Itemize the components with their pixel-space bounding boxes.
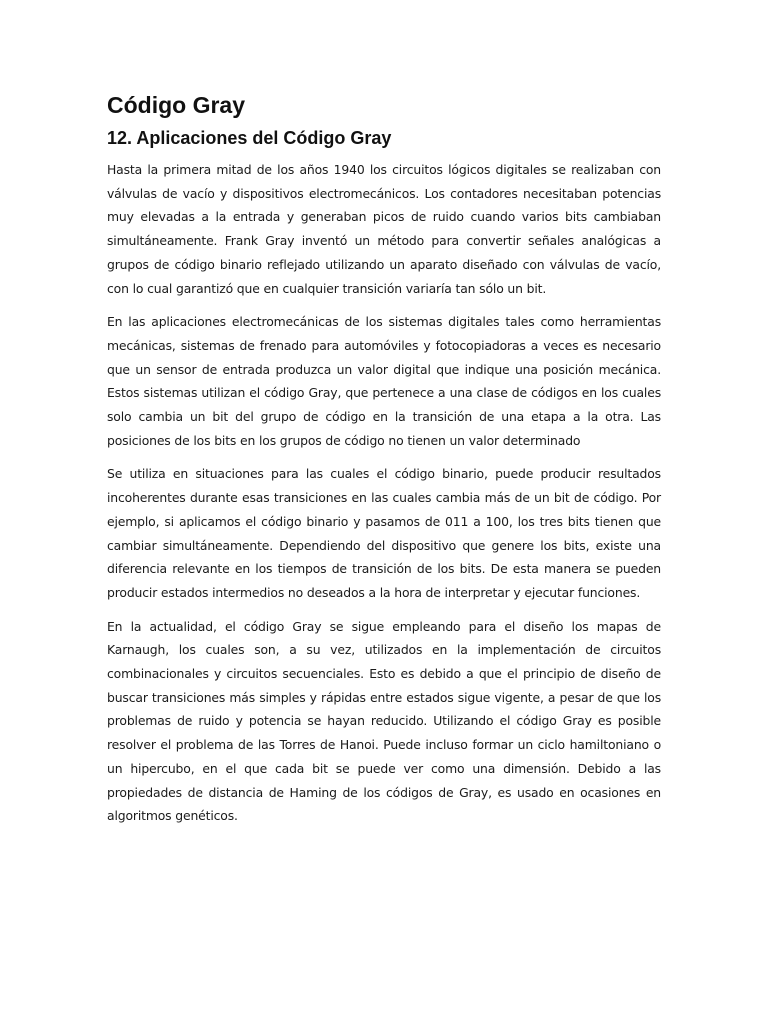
paragraph-transitions: Se utiliza en situaciones para las cuales el código binario, puede producir resultados incoherentes durante esas transiciones en las cuales cambia más de un bit de código. Por ejemplo, si aplicamos el código binario y pasamos de 011 a 100, los tres bits tienen que cambiar simultáneamente. Dependiendo del dispositivo que genere los bits, existe una diferencia relevante en los tiempos de transición de los bits. De esta manera se pueden producir estados intermedios no deseados a la hora de interpretar y ejecutar funciones. [107, 466, 661, 600]
document-title: Código Gray [107, 92, 246, 118]
section-heading: 12. Aplicaciones del Código Gray [107, 128, 392, 148]
paragraph-current-use: En la actualidad, el código Gray se sigue empleando para el diseño los mapas de Karnaugh, los cuales son, a su vez, utilizados en la implementación de circuitos combinacionales y circuitos secuenciales. Esto es debido a que el principio de diseño de buscar transiciones más simples y rápidas entre estados sigue vigente, a pesar de que los problemas de ruido y potencia se hayan reducido. Utilizando el código Gray es posible resolver el problema de las Torres de Hanoi. Puede incluso formar un ciclo hamiltoniano o un hipercubo, en el que cada bit se puede ver como una dimensión. Debido a las propiedades de distancia de Haming de los códigos de Gray, es usado en ocasiones en algoritmos genéticos. [107, 618, 661, 824]
document-body [107, 90, 661, 838]
paragraph-electromechanical: En las aplicaciones electromecánicas de los sistemas digitales tales como herramientas mecánicas, sistemas de frenado para automóviles y fotocopiadoras a veces es necesario que un sensor de entrada produzca un valor digital que indique una posición mecánica. Estos sistemas utilizan el código Gray, que pertenece a una clase de códigos en los cuales solo cambia un bit del grupo de código en la transición de una etapa a la otra. Las posiciones de los bits en los grupos de código no tienen un valor determinado [107, 314, 661, 448]
paragraph-history: Hasta la primera mitad de los años 1940 los circuitos lógicos digitales se realizaban con válvulas de vacío y dispositivos electromecánicos. Los contadores necesitaban potencias muy elevadas a la entrada y generaban picos de ruido cuando varios bits cambiaban simultáneamente. Frank Gray inventó un método para convertir señales analógicas a grupos de código binario reflejado utilizando un aparato diseñado con válvulas de vacío, con lo cual garantizó que en cualquier transición variaría tan sólo un bit. [107, 162, 661, 296]
